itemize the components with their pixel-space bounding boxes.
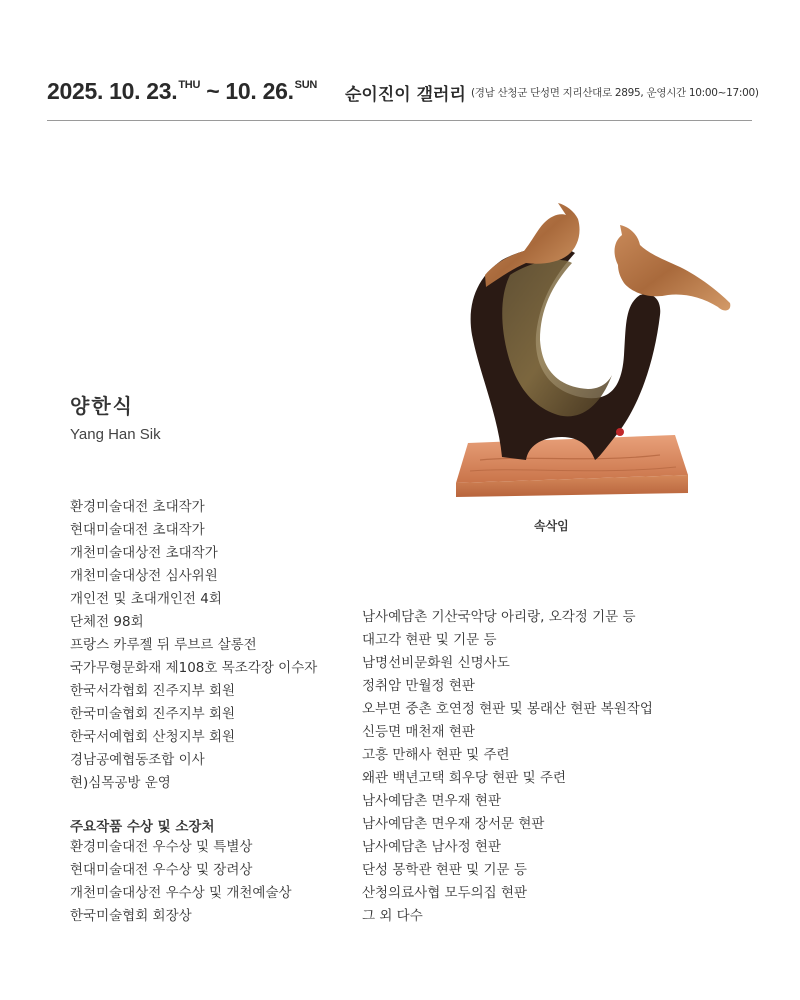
gallery-address: (경남 산청군 단성면 지리산대로 2895, 운영시간 10:00~17:00): [471, 87, 759, 99]
career-item: 한국서예협회 산청지부 회원: [70, 729, 236, 745]
career-item: 현)심목공방 운영: [70, 775, 171, 791]
work-item: 그 외 다수: [362, 908, 423, 924]
career-item: 환경미술대전 초대작가: [70, 499, 205, 515]
work-item: 정취암 만월정 현판: [362, 678, 475, 694]
exhibition-header: [47, 78, 759, 110]
work-item: 신등면 매천재 현판: [362, 724, 475, 740]
award-item: 환경미술대전 우수상 및 특별상: [70, 839, 253, 855]
work-item: 고흥 만해사 현판 및 주련: [362, 747, 510, 763]
career-item: 현대미술대전 초대작가: [70, 522, 205, 538]
work-item: 대고각 현판 및 기문 등: [362, 632, 497, 648]
date-end: 10. 26.: [225, 78, 294, 104]
career-item: 프랑스 카루젤 뒤 루브르 살롱전: [70, 637, 257, 653]
work-item: 단성 몽학관 현판 및 기문 등: [362, 862, 527, 878]
work-item: 남사예담촌 면우재 장서문 현판: [362, 816, 545, 832]
works-list: [362, 606, 653, 928]
award-item: 현대미술대전 우수상 및 장려상: [70, 862, 253, 878]
career-list: [70, 496, 317, 795]
career-item: 한국서각협회 진주지부 회원: [70, 683, 236, 699]
award-item: 한국미술협회 회장상: [70, 908, 192, 924]
career-item: 국가무형문화재 제108호 목조각장 이수자: [70, 660, 318, 676]
day-end: SUN: [294, 79, 317, 91]
bird-right: [615, 225, 731, 310]
work-item: 산청의료사협 모두의집 현판: [362, 885, 528, 901]
work-item: 남사예담촌 면우재 현판: [362, 793, 501, 809]
date-separator: ~: [200, 78, 226, 104]
header-divider: [47, 120, 752, 121]
career-item: 개천미술대상전 초대작가: [70, 545, 218, 561]
artwork-caption: 속삭임: [534, 519, 569, 533]
exhibition-dates: [47, 78, 317, 105]
career-item: 한국미술협회 진주지부 회원: [70, 706, 236, 722]
work-item: 오부면 중촌 호연정 현판 및 봉래산 현판 복원작업: [362, 701, 653, 717]
seal-stamp: [616, 428, 624, 436]
sculpture-image: [440, 175, 740, 505]
work-item: 왜관 백년고택 희우당 현판 및 주련: [362, 770, 567, 786]
awards-heading: 주요작품 수상 및 소장처: [70, 819, 215, 835]
work-item: 남사예담촌 기산국악당 아리랑, 오각정 기문 등: [362, 609, 636, 625]
date-start: 2025. 10. 23.: [47, 78, 178, 104]
career-item: 개천미술대상전 심사위원: [70, 568, 218, 584]
artist-name-korean: 양한식: [70, 394, 134, 418]
gallery-name: 순이진이 갤러리: [345, 85, 466, 105]
awards-list: [70, 836, 292, 928]
day-start: THU: [178, 79, 201, 91]
work-item: 남사예담촌 남사정 현판: [362, 839, 501, 855]
artist-name-english: Yang Han Sik: [70, 426, 161, 443]
career-item: 개인전 및 초대개인전 4회: [70, 591, 222, 607]
career-item: 경남공예협동조합 이사: [70, 752, 205, 768]
career-item: 단체전 98회: [70, 614, 144, 630]
work-item: 남명선비문화원 신명사도: [362, 655, 510, 671]
award-item: 개천미술대상전 우수상 및 개천예술상: [70, 885, 292, 901]
